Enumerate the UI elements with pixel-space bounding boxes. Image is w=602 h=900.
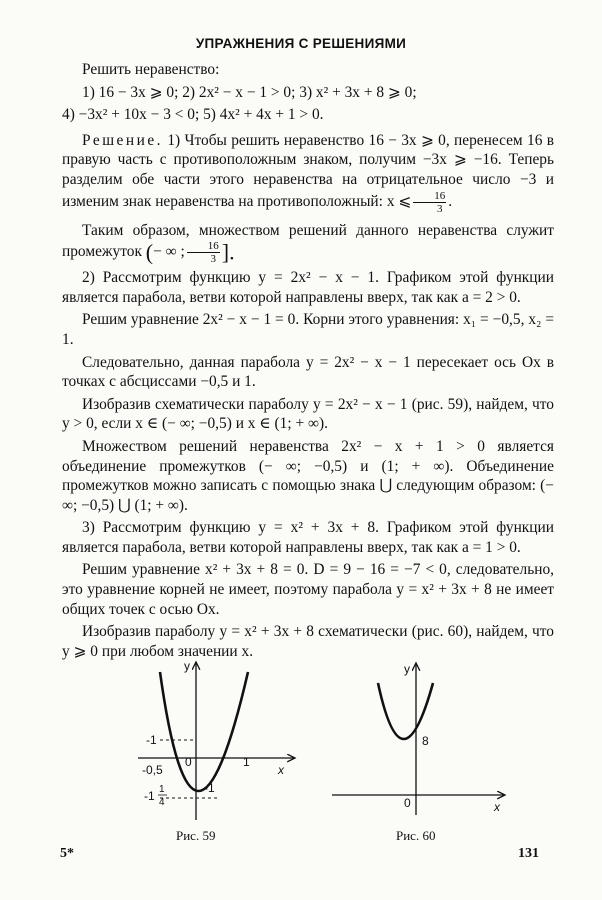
task-intro: Решить неравенство:	[82, 61, 220, 78]
conclusion-text: Таким образом, множеством решений данного неравенства служит промежуток	[62, 221, 554, 261]
parabola-59	[160, 672, 248, 791]
task-line-2: 4) −3x² + 10x − 3 < 0; 5) 4x² + 4x + 1 > 0.	[62, 106, 324, 124]
solution-1: Решение. 1) Чтобы решить неравенство 16 − 3x ⩾ 0, перенесем 16 в правую часть с противоположным знаком, получим −3x ⩾ −16. Теперь разделим обе части этого неравенства на отрицательное число −3 и изменим знак неравенства на противоположный: x ⩽ $\frac{16}{3}$ .	[62, 131, 554, 215]
axis-y-label: y	[404, 662, 410, 676]
page-number: 131	[518, 846, 539, 861]
section-heading: УПРАЖНЕНИЯ С РЕШЕНИЯМИ	[195, 36, 407, 51]
paragraph-5: Изобразив схематически параболу y = 2x² − x − 1 (рис. 59), найдем, что y > 0, если x ∈ (− ∞; −0,5) и x ∈ (1; + ∞).	[62, 395, 554, 433]
solution-1-text: 1) Чтобы решить неравенство 16 − 3x ⩾ 0, перенесем 16 в правую часть с противоположным знаком, получим −3x ⩾ −16. Теперь разделим обе части этого неравенства на отрицательное число −3 и изменим знак неравенства на противоположный:	[62, 131, 554, 210]
main-text	[62, 60, 554, 664]
paragraph-9: Изобразив параболу y = x² + 3x + 8 схематически (рис. 60), найдем, что y ⩾ 0 при любом значении x.	[62, 623, 554, 660]
paragraph-7: 3) Рассмотрим функцию y = x² + 3x + 8. Графиком этой функции является парабола, ветви которой направлены вверх, так как a = 1 > 0.	[62, 519, 554, 556]
figure-60	[330, 655, 510, 825]
axis-y-label: y	[184, 659, 190, 673]
solution-label: Решение.	[82, 131, 164, 149]
label-minus-1-inner: -1	[204, 781, 215, 795]
axis-x-label: x	[278, 763, 284, 777]
parabola-60	[378, 683, 433, 739]
solution-1-result: x ⩽	[386, 192, 412, 210]
paragraph-4: Следовательно, данная парабола y = 2x² − x − 1 пересекает ось Ox в точках с абсциссами −0,5 и 1.	[62, 353, 554, 391]
label-minus-0-5: -0,5	[142, 763, 163, 777]
label-eight: 8	[422, 734, 429, 748]
paragraph-2: 2) Рассмотрим функцию y = 2x² − x − 1. Графиком этой функции является парабола, ветви которой направлены вверх, так как a = 2 > 0.	[62, 269, 554, 306]
label-one: 1	[243, 755, 250, 769]
axis-x-label: x	[494, 800, 500, 814]
fraction-16-3-interval: $\frac{16}{3}$	[187, 240, 220, 265]
label-min-whole: -1	[144, 789, 155, 803]
label-zero: 0	[404, 796, 411, 810]
figure-59	[130, 650, 300, 825]
fraction-16-3: $\frac{16}{3}$	[413, 190, 446, 215]
label-zero: 0	[185, 755, 192, 769]
figure-59-caption: Рис. 59	[176, 828, 216, 843]
paragraph-6: Множеством решений неравенства 2x² − x + 1 > 0 является объединение промежутков (− ∞; −0,5) и (1; + ∞). Объединение промежутков можно записать с помощью знака ⋃ следующим образом: (− ∞; −0,5) ⋃ (1; + ∞).	[62, 437, 554, 514]
figure-60-caption: Рис. 60	[396, 828, 436, 843]
label-min-den: 4	[159, 797, 165, 808]
paragraph-8: Решим уравнение x² + 3x + 8 = 0. D = 9 − 16 = −7 < 0, следовательно, это уравнение корней не имеет, поэтому парабола y = x² + 3x + 8 не имеет общих точек с осью Ox.	[62, 561, 554, 618]
paragraph-3: Решим уравнение 2x² − x − 1 = 0. Корни этого уравнения: x₁ = −0,5, x₂ = 1.	[62, 311, 554, 348]
solution-1-conclusion: Таким образом, множеством решений данного неравенства служит промежуток (− ∞ ; $\frac{16}{3}$ ].	[62, 221, 554, 266]
signature-mark: 5*	[60, 846, 74, 861]
label-min-num: 1	[159, 784, 165, 795]
task-line-1: 1) 16 − 3x ⩾ 0; 2) 2x² − x − 1 > 0; 3) x² + 3x + 8 ⩾ 0;	[82, 83, 417, 101]
label-minus-1: -1	[146, 733, 157, 747]
